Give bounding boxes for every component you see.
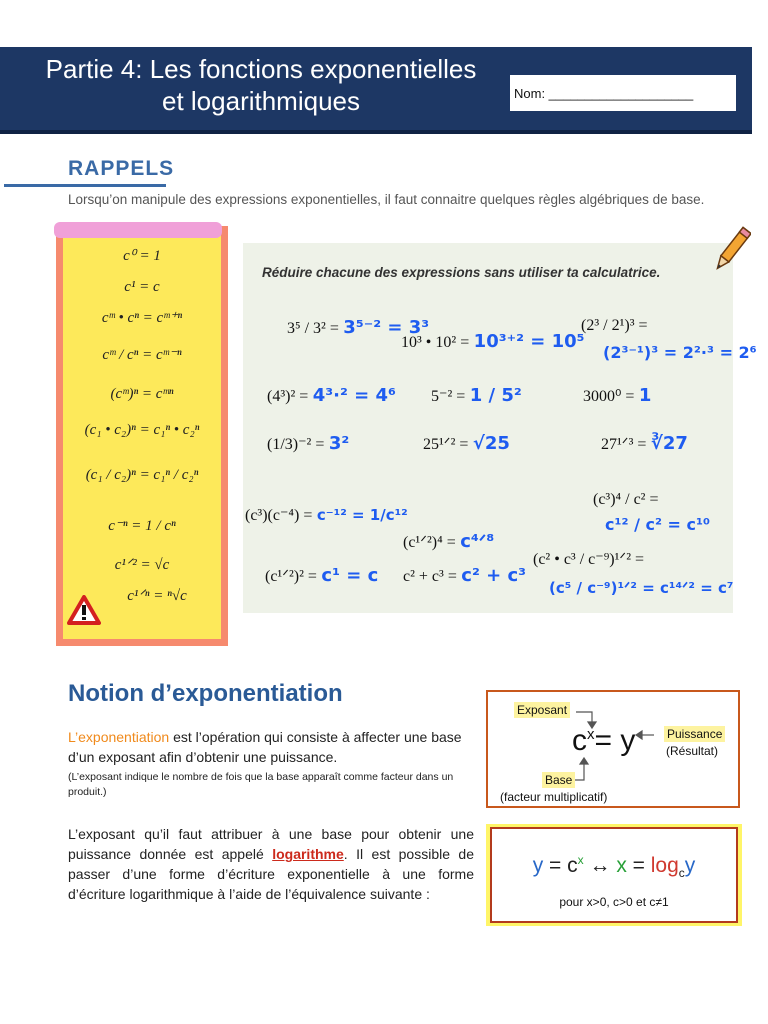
title-line-2: et logarithmiques	[162, 86, 360, 116]
exercise-expression: (c² • c³ / c⁻⁹)¹ᐟ² =	[533, 551, 645, 568]
rules-list	[63, 241, 221, 612]
exercise-answer: c⁻¹² = 1/c¹²	[316, 506, 408, 524]
eq-base: c	[567, 854, 578, 877]
exercise-item	[583, 385, 651, 406]
exponent-formula	[572, 724, 635, 758]
puissance-tag: Puissance	[664, 726, 725, 742]
rule-item: cᵐ / cⁿ = cᵐ⁻ⁿ	[102, 347, 182, 363]
exercise-item	[267, 385, 396, 406]
exercise-expression: 5⁻² =	[431, 388, 466, 405]
exercise-answer: (2³⁻¹)³ = 2²·³ = 2⁶	[603, 343, 757, 362]
eq-x: x	[616, 854, 627, 877]
equivalence-condition: pour x>0, c>0 et c≠1	[559, 895, 669, 909]
exercise-item	[533, 549, 644, 569]
formula-base: c	[572, 724, 587, 757]
rules-card	[56, 226, 228, 646]
exercise-item	[423, 433, 510, 454]
exercise-expression: (c¹ᐟ²)⁴ =	[403, 534, 456, 551]
warning-icon	[67, 595, 101, 625]
eq-log-base: c	[678, 866, 685, 881]
definition-text: est l’opération qui consiste à affecter une base d’un exposant afin d’obtenir une puissance.	[68, 729, 462, 765]
equivalence-formula	[492, 853, 736, 880]
exercise-answer: c⁴ᐟ⁸	[460, 531, 495, 552]
exercise-item	[605, 515, 710, 535]
exercise-answer: c² + c³	[461, 565, 527, 586]
exercise-item	[245, 505, 408, 525]
exercise-answer: c¹ = c	[321, 565, 379, 586]
exercise-expression: 25¹ᐟ² =	[423, 436, 469, 453]
exercise-answer: ∛27	[650, 433, 688, 454]
eq-equals-2: =	[626, 854, 651, 877]
formula-exponent: x	[587, 726, 595, 743]
exercise-item	[403, 531, 494, 552]
name-field[interactable]: Nom: ____________________	[510, 75, 736, 111]
equivalence-box	[486, 824, 742, 926]
exercise-item	[401, 331, 585, 352]
eq-y: y	[532, 854, 544, 877]
exercise-item	[601, 433, 688, 454]
logarithm-paragraph	[68, 824, 474, 904]
eq-log: log	[650, 854, 679, 877]
exercise-item	[581, 317, 648, 335]
puissance-subtext: (Résultat)	[666, 744, 719, 758]
exercise-answer: (c⁵ / c⁻⁹)¹ᐟ² = c¹⁴ᐟ² = c⁷	[549, 579, 734, 597]
exercise-item	[265, 565, 378, 586]
exercise-item	[431, 385, 522, 406]
logarithm-text-after: . Il est possible de passer d’une forme d’écriture exponentielle à une forme d’écriture logarithmique à l’aide de l’équivalence suivante :	[68, 846, 474, 902]
exponent-diagram	[486, 690, 740, 808]
equivalence-frame	[490, 827, 738, 923]
exercise-expression: (1/3)⁻² =	[267, 436, 325, 453]
formula-rest: = y	[594, 724, 636, 757]
exercise-answer: 4³·² = 4⁶	[312, 385, 396, 406]
rappels-intro: Lorsqu’on manipule des expressions exponentielles, il faut connaitre quelques règles algébriques de base.	[68, 192, 705, 207]
rule-item: c⁰ = 1	[123, 248, 161, 264]
exercise-answer: 1	[638, 385, 652, 406]
exercise-expression: 27¹ᐟ³ =	[601, 436, 647, 453]
rappels-heading: RAPPELS	[68, 157, 175, 180]
base-tag: Base	[542, 772, 575, 788]
exercise-expression: c² + c³ =	[403, 568, 457, 585]
rule-item: c⁻ⁿ = 1 / cⁿ	[108, 518, 176, 534]
exercise-answer: 3²	[328, 433, 350, 454]
exercise-answer: 3⁵⁻² = 3³	[343, 317, 430, 338]
exercise-item	[593, 491, 659, 509]
notion-note: (L’exposant indique le nombre de fois que la base apparaît comme facteur dans un produit.)	[68, 771, 454, 798]
exercise-item	[403, 565, 526, 586]
exercise-item	[267, 433, 349, 454]
exercise-item	[549, 579, 733, 598]
rule-item: (c₁ • c₂)ⁿ = c₁ⁿ • c₂ⁿ	[84, 422, 200, 438]
exercise-answer: 10³⁺² = 10⁵	[473, 331, 585, 352]
notion-heading: Notion d’exponentiation	[68, 680, 343, 707]
exercise-answer: 1 / 5²	[469, 385, 522, 406]
rule-item: c¹ = c	[124, 279, 160, 295]
term-exponentiation: L’exponentiation	[68, 729, 170, 745]
logarithm-text-before: L’exposant qu’il faut attribuer à une base pour obtenir une puissance donnée est appelé	[68, 826, 474, 862]
rule-item: (c₁ / c₂)ⁿ = c₁ⁿ / c₂ⁿ	[85, 467, 199, 483]
exercise-instruction: Réduire chacune des expressions sans utiliser ta calculatrice.	[262, 265, 661, 280]
eq-equals-1: =	[543, 854, 568, 877]
base-subtext: (facteur multiplicatif)	[500, 790, 608, 804]
rappels-underline	[4, 184, 166, 187]
header-band	[0, 47, 752, 134]
pencil-icon	[711, 225, 751, 277]
exercise-answer: c¹² / c² = c¹⁰	[605, 515, 711, 534]
exercise-panel	[243, 243, 757, 613]
exercise-expression: 10³ • 10² =	[401, 334, 470, 351]
eq-arrow: ↔	[583, 854, 617, 877]
rule-item: c¹ᐟ² = √c	[114, 557, 170, 573]
notion-definition	[68, 727, 466, 767]
eq-exponent: x	[577, 853, 584, 867]
rule-item: (cᵐ)ⁿ = cᵐⁿ	[110, 386, 174, 402]
rule-item: cᵐ • cⁿ = cᵐ⁺ⁿ	[101, 310, 183, 326]
exercise-expression: (c³)⁴ / c² =	[593, 491, 659, 508]
term-logarithme: logarithme	[272, 846, 344, 862]
exercise-expression: (c¹ᐟ²)² =	[265, 568, 317, 585]
rule-item: c¹ᐟⁿ = ⁿ√c	[127, 588, 187, 604]
exercise-expression: (c³)(c⁻⁴) =	[245, 507, 313, 524]
exercise-expression: (2³ / 2¹)³ =	[581, 317, 648, 334]
page-title	[26, 53, 496, 117]
eq-log-argument: y	[684, 854, 696, 877]
exercise-answer: √25	[472, 433, 510, 454]
exercise-expression: 3000⁰ =	[583, 388, 635, 405]
exercise-item	[603, 343, 757, 363]
exercise-expression: (4³)² =	[267, 388, 309, 405]
exposant-tag: Exposant	[514, 702, 570, 718]
exercise-expression: 3⁵ / 3² =	[287, 320, 339, 337]
title-line-1: Partie 4: Les fonctions exponentielles	[45, 54, 477, 84]
